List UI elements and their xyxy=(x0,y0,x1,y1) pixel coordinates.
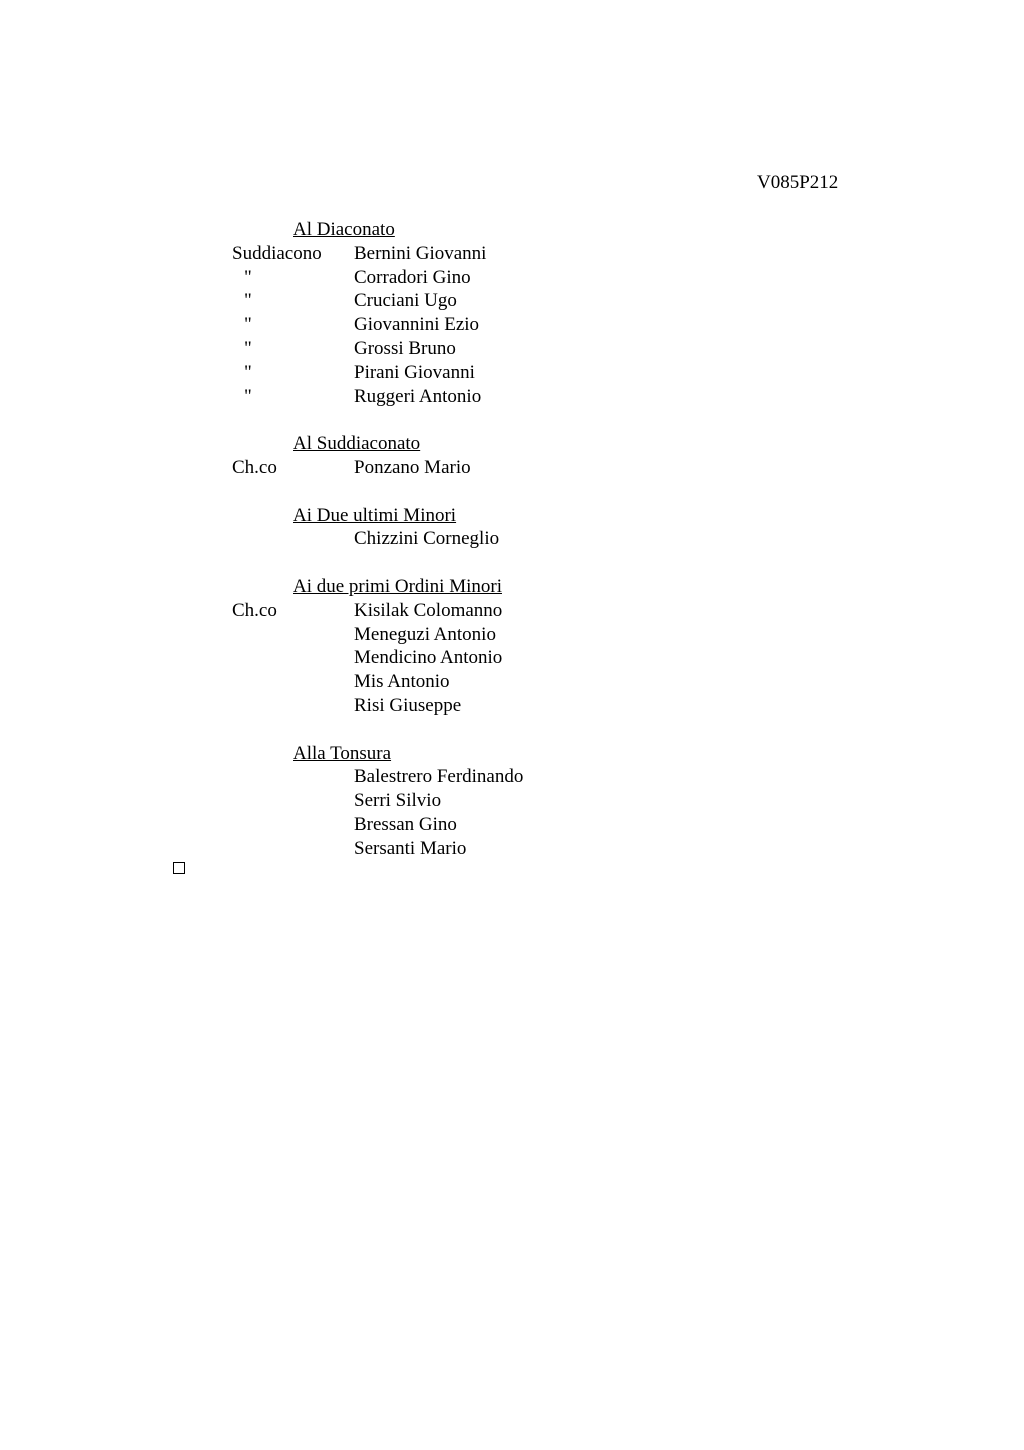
list-item xyxy=(232,837,832,861)
list-item xyxy=(232,337,832,361)
ditto-mark: " xyxy=(244,385,252,407)
section-heading-row xyxy=(232,504,832,528)
person-name: Chizzini Corneglio xyxy=(354,528,500,550)
person-name: Bernini Giovanni xyxy=(354,242,487,264)
person-name: Ruggeri Antonio xyxy=(354,385,482,407)
person-name: Pirani Giovanni xyxy=(354,361,475,383)
person-name: Cruciani Ugo xyxy=(354,290,457,312)
list-item xyxy=(232,266,832,290)
list-item xyxy=(232,289,832,313)
section-heading-row xyxy=(232,575,832,599)
list-item xyxy=(232,456,832,480)
list-item xyxy=(232,385,832,409)
section-heading-tonsura: Alla Tonsura xyxy=(293,742,392,764)
list-item xyxy=(232,765,832,789)
ditto-mark: " xyxy=(244,266,252,288)
ordination-list xyxy=(232,218,832,861)
section-heading-diaconato: Al Diaconato xyxy=(293,219,395,240)
checkbox-square-icon xyxy=(173,862,185,874)
rank-label: Ch.co xyxy=(232,599,277,621)
rank-label: Ch.co xyxy=(232,456,277,478)
list-item xyxy=(232,527,832,551)
person-name: Meneguzi Antonio xyxy=(354,623,496,645)
person-name: Mendicino Antonio xyxy=(354,647,503,669)
section-heading-row xyxy=(232,432,832,456)
ditto-mark: " xyxy=(244,361,252,383)
section-spacer xyxy=(232,480,832,504)
list-item xyxy=(232,646,832,670)
list-item xyxy=(232,694,832,718)
person-name: Balestrero Ferdinando xyxy=(354,766,524,788)
person-name: Corradori Gino xyxy=(354,266,471,288)
list-item xyxy=(232,670,832,694)
section-spacer xyxy=(232,408,832,432)
rank-label: Suddiacono xyxy=(232,242,322,264)
person-name: Serri Silvio xyxy=(354,790,442,812)
person-name: Risi Giuseppe xyxy=(354,694,462,716)
section-heading-row xyxy=(232,218,832,242)
section-heading-row xyxy=(232,742,832,766)
person-name: Mis Antonio xyxy=(354,671,450,693)
person-name: Sersanti Mario xyxy=(354,837,467,859)
list-item xyxy=(232,242,832,266)
person-name: Giovannini Ezio xyxy=(354,314,480,336)
person-name: Grossi Bruno xyxy=(354,337,456,359)
list-item xyxy=(232,789,832,813)
list-item xyxy=(232,361,832,385)
list-item xyxy=(232,623,832,647)
page-reference: V085P212 xyxy=(757,172,839,193)
section-heading-due-ultimi-minori: Ai Due ultimi Minori xyxy=(293,504,457,526)
ditto-mark: " xyxy=(244,337,252,359)
list-item xyxy=(232,599,832,623)
ditto-mark: " xyxy=(244,314,252,336)
section-spacer xyxy=(232,551,832,575)
section-heading-due-primi-minori: Ai due primi Ordini Minori xyxy=(293,575,502,597)
person-name: Kisilak Colomanno xyxy=(354,599,503,621)
section-heading-suddiaconato: Al Suddiaconato xyxy=(293,433,421,455)
list-item xyxy=(232,813,832,837)
section-spacer xyxy=(232,718,832,742)
list-item xyxy=(232,313,832,337)
person-name: Ponzano Mario xyxy=(354,456,471,478)
person-name: Bressan Gino xyxy=(354,813,457,835)
ditto-mark: " xyxy=(244,290,252,312)
